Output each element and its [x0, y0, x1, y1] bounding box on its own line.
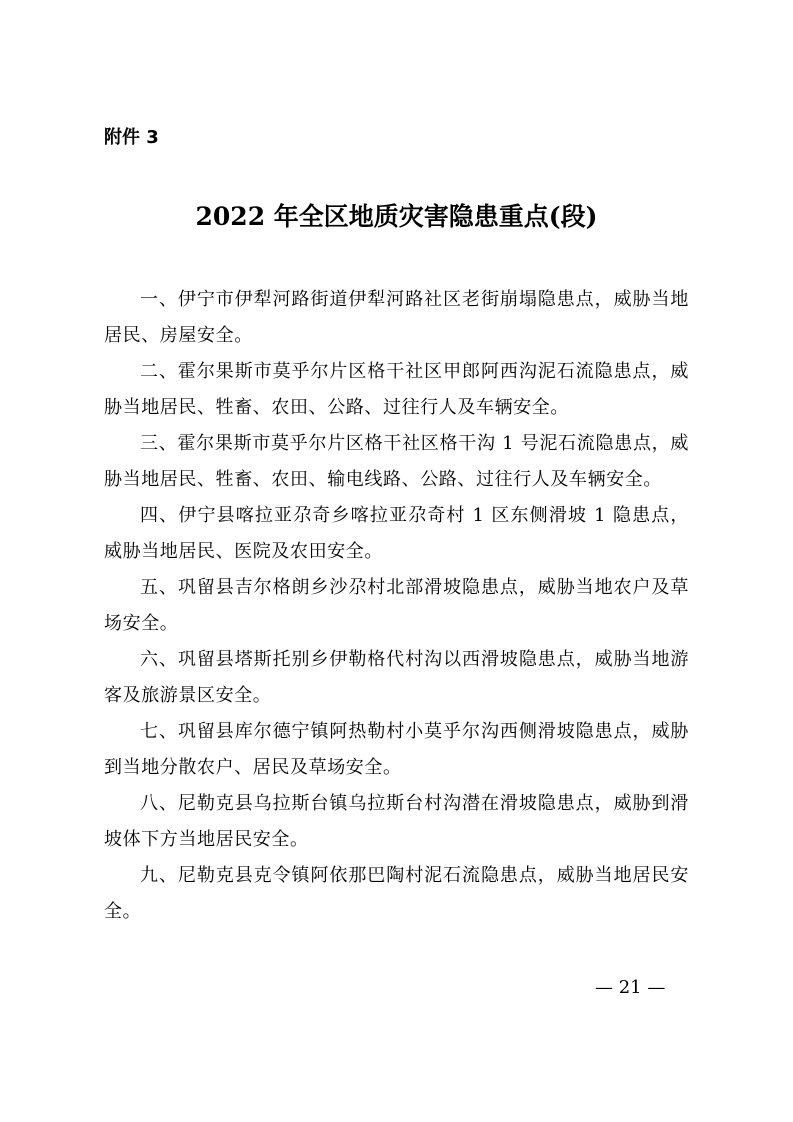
- paragraph-4: 四、伊宁县喀拉亚尕奇乡喀拉亚尕奇村 1 区东侧滑坡 1 隐患点，威胁当地居民、医院及农田安全。: [104, 505, 689, 562]
- paragraph-5: 五、巩留县吉尔格朗乡沙尕村北部滑坡隐患点，威胁当地农户及草场安全。: [104, 577, 689, 634]
- paragraph-1: 一、伊宁市伊犁河路街道伊犁河路社区老街崩塌隐患点，威胁当地居民、房屋安全。: [104, 289, 689, 346]
- paragraph-3: 三、霍尔果斯市莫乎尔片区格干社区格干沟 1 号泥石流隐患点，威胁当地居民、牲畜、农田、输电线路、公路、过往行人及车辆安全。: [104, 433, 689, 490]
- paragraph-2: 二、霍尔果斯市莫乎尔片区格干社区甲郎阿西沟泥石流隐患点，威胁当地居民、牲畜、农田、公路、过往行人及车辆安全。: [104, 361, 689, 418]
- paragraph-7: 七、巩留县库尔德宁镇阿热勒村小莫乎尔沟西侧滑坡隐患点，威胁到当地分散农户、居民及草场安全。: [104, 721, 689, 778]
- paragraph-9: 九、尼勒克县克令镇阿依那巴陶村泥石流隐患点，威胁当地居民安全。: [104, 865, 689, 922]
- attachment-label: 附件 3: [104, 127, 159, 148]
- page-number: — 21 —: [595, 977, 666, 998]
- paragraph-6: 六、巩留县塔斯托别乡伊勒格代村沟以西滑坡隐患点，威胁当地游客及旅游景区安全。: [104, 649, 689, 706]
- document-body: [104, 282, 689, 930]
- paragraph-8: 八、尼勒克县乌拉斯台镇乌拉斯台村沟潜在滑坡隐患点，威胁到滑坡体下方当地居民安全。: [104, 793, 689, 850]
- document-title: 2022 年全区地质灾害隐患重点(段): [195, 202, 598, 231]
